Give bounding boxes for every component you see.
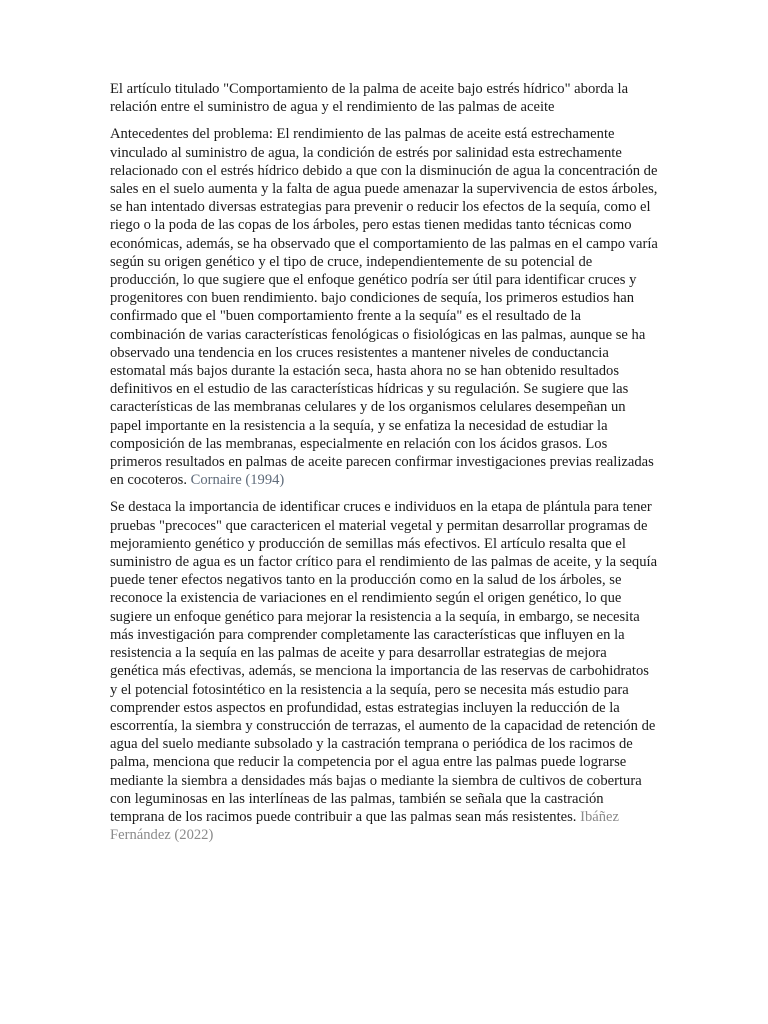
document-body: [110, 80, 658, 853]
intro-paragraph: [110, 80, 658, 116]
importance-citation: Ibáñez Fernández (2022): [110, 808, 619, 844]
importance-paragraph: [110, 498, 658, 844]
background-text: Antecedentes del problema: El rendimiento de las palmas de aceite está estrechamente vinculado al suministro de agua, la condición de estrés por salinidad esta estrechamente relacionado con el estrés hídrico debido a que con la disminución de agua la concentración de sales en el suelo aumenta y la falta de agua puede amenazar la supervivencia de estos árboles, se han intentado diversas estrategias para prevenir o reducir los efectos de la sequía, como el riego o la poda de las copas de los árboles, pero estas tienen medidas tanto técnicas como económicas, además, se ha observado que el comportamiento de las palmas en el campo varía según su origen genético y el tipo de cruce, independientemente de su potencial de producción, lo que sugiere que el enfoque genético podría ser útil para identificar cruces y progenitores con buen rendimiento. bajo condiciones de sequía, los primeros estudios han confirmado que el "buen comportamiento frente a la sequía" es el resultado de la combinación de varias características fenológicas o fisiológicas en las palmas, aunque se ha observado una tendencia en los cruces resistentes a mantener niveles de conductancia estomatal más bajos durante la estación seca, hasta ahora no se han obtenido resultados definitivos en el estudio de las características hídricas y su regulación. Se sugiere que las características de las membranas celulares y de los organismos celulares desempeñan un papel importante en la resistencia a la sequía, y se enfatiza la necesidad de estudiar la composición de las membranas, especialmente en relación con los ácidos grasos. Los primeros resultados en palmas de aceite parecen confirmar investigaciones previas realizadas en cocoteros.: [110, 126, 658, 489]
background-paragraph: [110, 125, 658, 489]
importance-text: Se destaca la importancia de identificar cruces e individuos en la etapa de plántula para tener pruebas "precoces" que caractericen el material vegetal y permitan desarrollar programas de mejoramiento genético y producción de semillas más efectivos. El artículo resalta que el suministro de agua es un factor crítico para el rendimiento de las palmas de aceite, y la sequía puede tener efectos negativos tanto en la producción como en la salud de los árboles, se reconoce la existencia de variaciones en el rendimiento según el origen genético, lo que sugiere un enfoque genético para mejorar la resistencia a la sequía, in embargo, se necesita más investigación para comprender completamente las características que influyen en la resistencia a la sequía en las palmas de aceite y para desarrollar estrategias de mejora genética más efectivas, además, se menciona la importancia de las reservas de carbohidratos y el potencial fotosintético en la resistencia a la sequía, pero se necesita más estudio para comprender estos aspectos en profundidad, estas estrategias incluyen la reducción de la escorrentía, la siembra y construcción de terrazas, el aumento de la capacidad de retención de agua del suelo mediante subsolado y la castración temprana o periódica de los racimos de palma, menciona que reducir la competencia por el agua entre las palmas puede lograrse mediante la siembra a densidades más bajas o mediante la siembra de cultivos de cobertura con leguminosas en las interlíneas de las palmas, también se señala que la castración temprana de los racimos puede contribuir a que las palmas sean más resistentes.: [110, 499, 658, 825]
background-citation: Cornaire (1994): [190, 472, 285, 489]
intro-text: El artículo titulado "Comportamiento de la palma de aceite bajo estrés hídrico" aborda la relación entre el suministro de agua y el rendimiento de las palmas de aceite: [110, 81, 629, 116]
